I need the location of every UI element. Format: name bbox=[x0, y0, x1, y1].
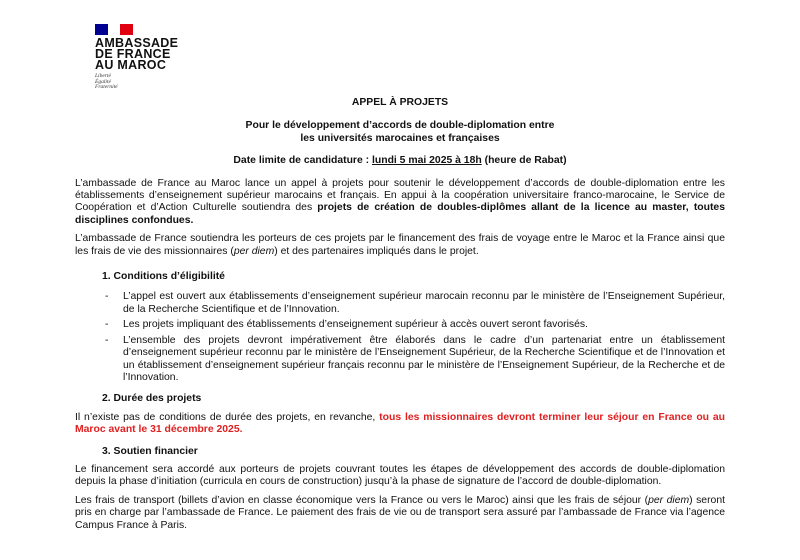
embassy-name-line-2: DE FRANCE bbox=[95, 47, 171, 61]
bullet-dash: - bbox=[105, 291, 109, 303]
motto-egalite: Égalité bbox=[95, 78, 111, 85]
section-heading-duration: 2. Durée des projets bbox=[102, 393, 202, 405]
document-subtitle bbox=[75, 120, 725, 145]
deadline-line bbox=[75, 155, 725, 167]
list-item bbox=[75, 335, 725, 385]
embassy-name bbox=[95, 38, 178, 71]
intro-p1-bold: projets de création de doubles-diplômes allant de la licence au master, toutes disciplines confondues. bbox=[75, 202, 725, 226]
intro-p1-text: L’ambassade de France au Maroc lance un appel à projets pour soutenir le développement d’accords de double-diplomation entre les établissements d’enseignement supérieur marocains et français. En appui à la coopération universitaire franco-marocaine, le Service de Coopération et d’Action Culturelle soutiendra des bbox=[75, 177, 725, 214]
embassy-logo bbox=[95, 24, 178, 91]
section-heading-funding: 3. Soutien financier bbox=[102, 445, 198, 457]
subtitle-line-1: Pour le développement d’accords de double-diplomation entre bbox=[245, 120, 555, 132]
subtitle-line-2: les universités marocaines et françaises bbox=[300, 132, 500, 144]
bullet-dash: - bbox=[105, 334, 109, 346]
duration-deadline-highlight: tous les missionnaires devront terminer leur séjour en France ou au Maroc avant le 31 décembre 2025. bbox=[75, 411, 725, 436]
french-flag-icon bbox=[95, 24, 133, 35]
deadline-suffix: (heure de Rabat) bbox=[481, 155, 567, 167]
section-heading-eligibility: 1. Conditions d’éligibilité bbox=[102, 271, 225, 283]
deadline-date: lundi 5 mai 2025 à 18h bbox=[371, 155, 482, 167]
embassy-name-line-3: AU MAROC bbox=[95, 58, 167, 72]
intro-p2-text: L’ambassade de France soutiendra les porteurs de ces projets par le financement des frais de voyage entre le Maroc et la France ainsi que les frais de vie des missionnaires ( bbox=[75, 233, 725, 257]
motto-fraternite: Fraternité bbox=[95, 84, 118, 90]
eligibility-list bbox=[75, 291, 725, 384]
flag-red-stripe bbox=[120, 24, 133, 35]
funding-paragraph-2 bbox=[75, 495, 725, 532]
flag-blue-stripe bbox=[95, 24, 108, 35]
intro-p2-end: ) et des partenaires impliqués dans le projet. bbox=[274, 245, 479, 257]
funding-p2-end: ) seront pris en charge par l’ambassade de France. Le paiement des frais de vie ou de transport sera assuré par l’ambassade de France via l’agence Campus France à Paris. bbox=[75, 494, 725, 531]
list-item-text: L’appel est ouvert aux établissements d’enseignement supérieur marocain reconnu par le ministère de l’Enseignement Supérieur, de la Recherche Scientifique et de l’Innovation. bbox=[123, 291, 725, 315]
funding-p2-text: Les frais de transport (billets d’avion en classe économique vers la France ou vers le Maroc) ainsi que les frais de séjour ( bbox=[75, 494, 649, 506]
document-title: APPEL À PROJETS bbox=[351, 97, 449, 108]
funding-p2-italic: per diem bbox=[648, 494, 690, 506]
list-item-text: L’ensemble des projets devront impérativement être élaborés dans le cadre d’un partenariat entre un établissement d’enseignement supérieur reconnu par le ministère de l’Enseignement Supérieur, de la Recherche Scientifique et de l’Innovation et un établissement d’enseignement supérieur français reconnu par le ministère de l’Enseignement Supérieur, de la Recherche et de l’Innovation. bbox=[123, 334, 725, 383]
motto-liberte: Liberté bbox=[95, 73, 111, 79]
document-body bbox=[75, 97, 725, 532]
intro-paragraph-2 bbox=[75, 233, 725, 258]
intro-p2-italic: per diem bbox=[233, 245, 275, 257]
bullet-dash: - bbox=[105, 319, 109, 331]
flag-white-stripe bbox=[108, 24, 121, 35]
intro-paragraph-1 bbox=[75, 178, 725, 228]
funding-paragraph-1: Le financement sera accordé aux porteurs de projets couvrant toutes les étapes de développement des accords de double-diplomation depuis la phase d’initiation (curricula en cours de construction) jusqu’à la phase de signature de l’accord de double-diplomation. bbox=[75, 463, 725, 488]
deadline-prefix: Date limite de candidature : bbox=[233, 155, 372, 167]
list-item bbox=[75, 291, 725, 316]
republic-motto bbox=[95, 74, 178, 91]
duration-text: Il n’existe pas de conditions de durée des projets, en revanche, bbox=[75, 411, 380, 423]
duration-paragraph bbox=[75, 412, 725, 437]
list-item bbox=[75, 319, 725, 331]
embassy-name-line-1: AMBASSADE bbox=[95, 36, 179, 50]
list-item-text: Les projets impliquant des établissements d’enseignement supérieur à accès ouvert seront favorisés. bbox=[123, 319, 588, 331]
